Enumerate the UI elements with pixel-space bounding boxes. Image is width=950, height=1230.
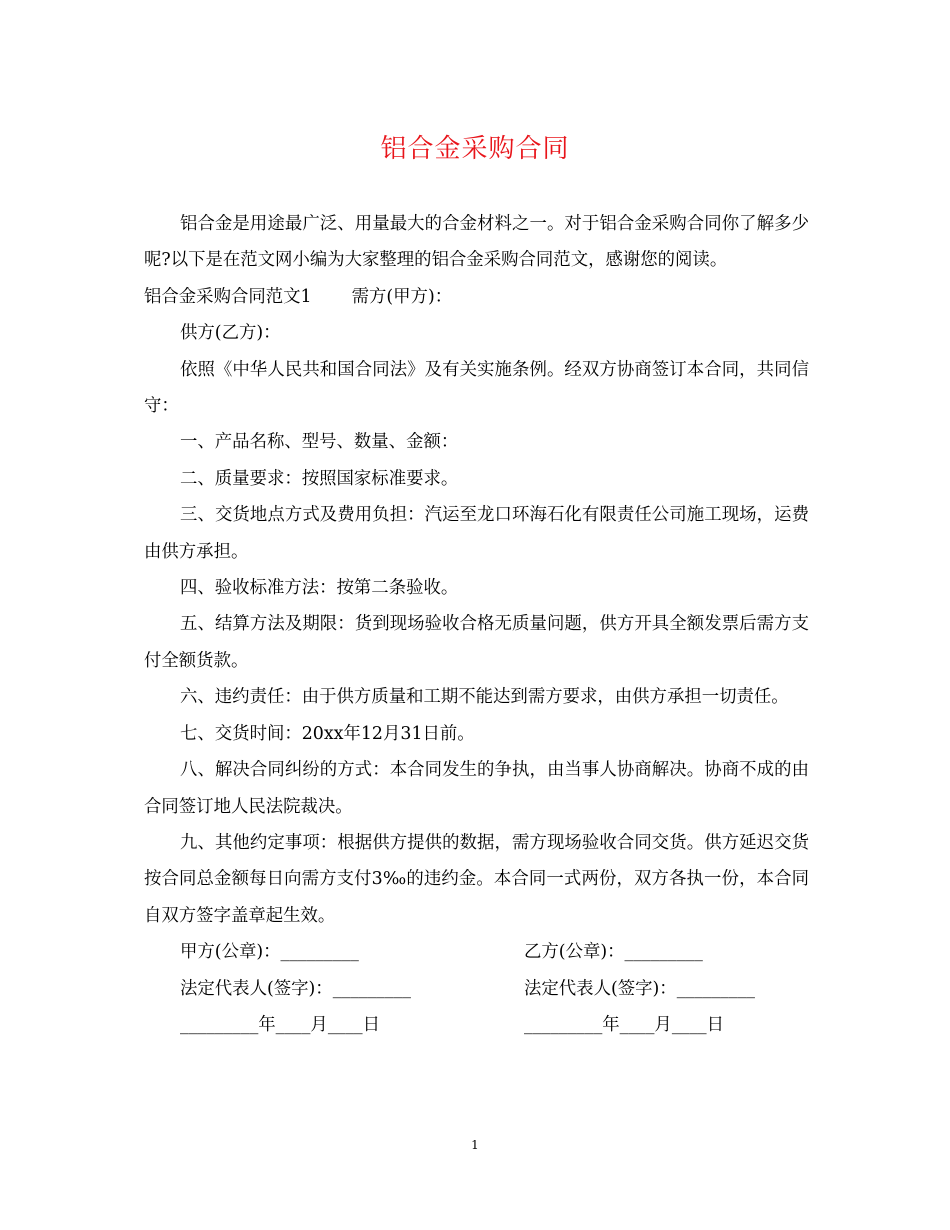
page-number: 1 bbox=[471, 1138, 479, 1152]
clause-6: 六、违约责任：由于供方质量和工期不能达到需方要求，由供方承担一切责任。 bbox=[180, 687, 789, 708]
document-body bbox=[144, 206, 809, 1043]
party-a-label: 需方(甲方)： bbox=[351, 286, 453, 307]
clause-1: 一、产品名称、型号、数量、金额： bbox=[180, 432, 459, 453]
clause-7: 七、交货时间：20xx年12月31日前。 bbox=[180, 723, 475, 744]
clause-3: 三、交货地点方式及费用负担：汽运至龙口环海石化有限责任公司施工现场，运费由供方承担。 bbox=[144, 505, 809, 562]
clause-8: 八、解决合同纠纷的方式：本合同发生的争执，由当事人协商解决。协商不成的由合同签订地人民法院裁决。 bbox=[144, 760, 809, 817]
clause-2: 二、质量要求：按照国家标准要求。 bbox=[180, 468, 459, 489]
preamble-paragraph: 依照《中华人民共和国合同法》及有关实施条例。经双方协商签订本合同，共同信守： bbox=[144, 359, 809, 417]
sample-heading-line bbox=[144, 279, 809, 315]
signature-row-seal bbox=[144, 934, 809, 970]
party-b-label: 供方(乙方)： bbox=[180, 323, 281, 344]
party-b-date-line: _________年____月____日 bbox=[524, 1014, 724, 1035]
document-title: 铝合金采购合同 bbox=[380, 134, 570, 164]
clause-9: 九、其他约定事项：根据供方提供的数据，需方现场验收合同交货。供方延迟交货按合同总金额每日向需方支付3‰的违约金。本合同一式两份，双方各执一份，本合同自双方签字盖章起生效。 bbox=[144, 832, 809, 926]
party-a-representative-line: 法定代表人(签字)：_________ bbox=[180, 978, 411, 999]
signature-row-representative bbox=[144, 971, 809, 1007]
sample-heading: 铝合金采购合同范文1 bbox=[144, 286, 312, 307]
party-a-date-line: _________年____月____日 bbox=[180, 1014, 380, 1035]
signature-row-date bbox=[144, 1007, 809, 1043]
party-b-seal-line: 乙方(公章)：_________ bbox=[524, 942, 703, 963]
clause-4: 四、验收标准方法：按第二条验收。 bbox=[180, 578, 459, 599]
intro-paragraph: 铝合金是用途最广泛、用量最大的合金材料之一。对于铝合金采购合同你了解多少呢?以下是在范文网小编为大家整理的铝合金采购合同范文，感谢您的阅读。 bbox=[144, 214, 809, 271]
party-a-seal-line: 甲方(公章)：_________ bbox=[180, 942, 359, 963]
clause-5: 五、结算方法及期限：货到现场验收合格无质量问题，供方开具全额发票后需方支付全额货款。 bbox=[144, 614, 809, 671]
party-b-representative-line: 法定代表人(签字)：_________ bbox=[524, 978, 755, 999]
